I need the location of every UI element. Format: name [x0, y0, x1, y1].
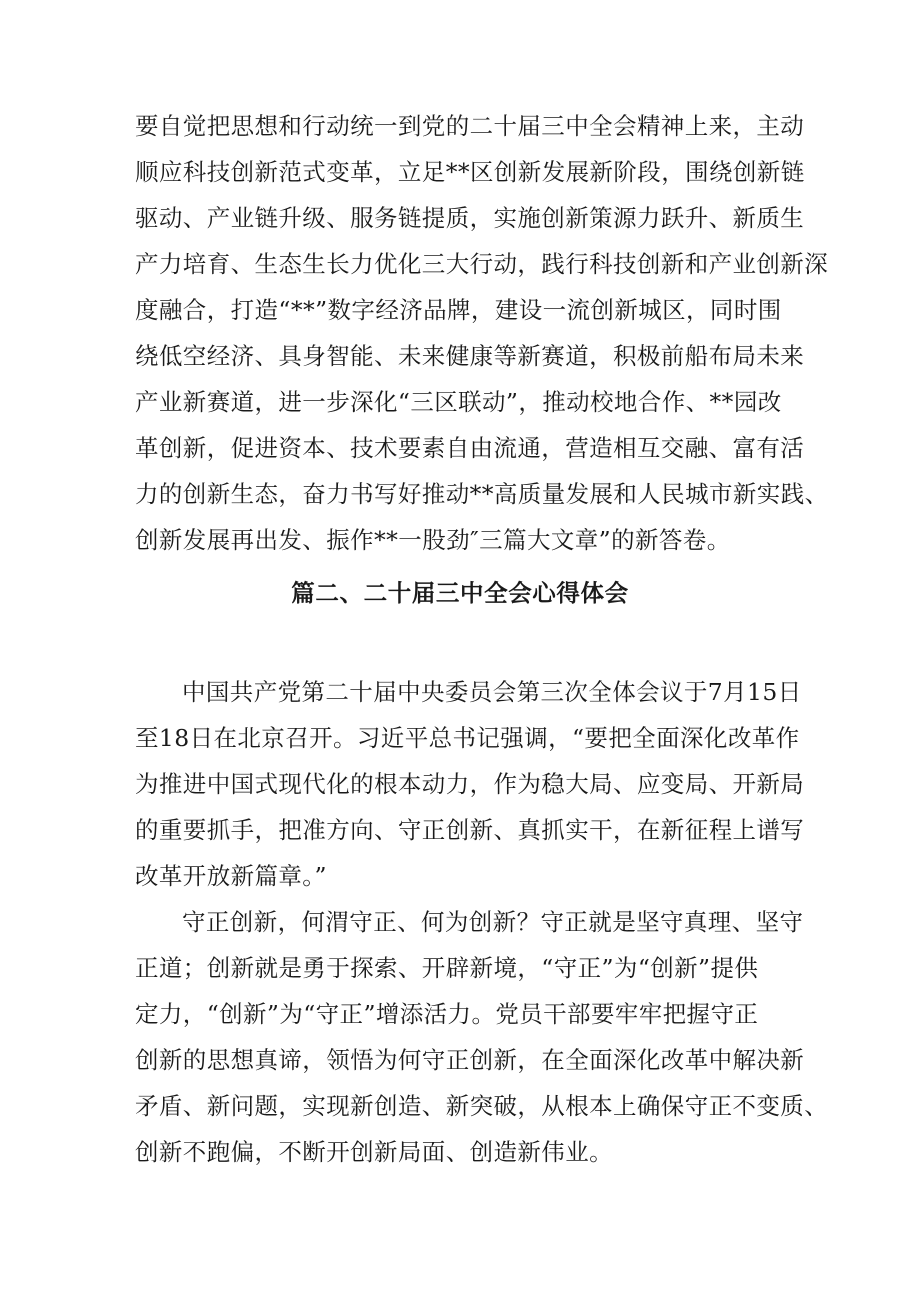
text-line: 中国共产党第二十届中央委员会第三次全体会议于7月15日	[182, 678, 802, 706]
text-line: 至18日在北京召开。习近平总书记强调，“要把全面深化改革作	[135, 724, 800, 752]
text-line: 正道；创新就是勇于探索、开辟新境，“守正”为“创新”提供	[135, 954, 759, 982]
text-line: 创新发展再出发、振作**一股劲″三篇大文章”的新答卷。	[135, 526, 731, 554]
text-line: 绕低空经济、具身智能、未来健康等新赛道，积极前船布局未来	[135, 342, 805, 370]
text-line: 的重要抓手，把准方向、守正创新、真抓实干，在新征程上谱写	[135, 816, 805, 844]
text-line: 度融合，打造“**”数字经济品牌，建设一流创新城区，同时围	[135, 296, 782, 324]
text-line: 产业新赛道，进一步深化“三区联动”，推动校地合作、**园改	[135, 388, 782, 416]
text-line: 定力，“创新”为“守正”增添活力。党员干部要牢牢把握守正	[135, 1000, 759, 1028]
paragraph-top	[135, 103, 829, 563]
text-line: 产力培育、生态生长力优化三大行动，践行科技创新和产业创新深	[135, 250, 829, 278]
text-line: 为推进中国式现代化的根本动力，作为稳大局、应变局、开新局	[135, 770, 805, 798]
section-heading: 篇二、二十届三中全会心得体会	[291, 579, 629, 607]
text-line: 驱动、产业链升级、服务链提质，实施创新策源力跃升、新质生	[135, 204, 805, 232]
text-line: 守正创新，何渭守正、何为创新？守正就是坚守真理、坚守	[182, 908, 804, 936]
text-line: 矛盾、新问题，实现新创造、新突破，从根本上确保守正不变质、	[135, 1092, 829, 1120]
text-line: 创新不跑偏，不断开创新局面、创造新伟业。	[135, 1138, 613, 1166]
text-line: 革创新，促进资本、技术要素自由流通，营造相互交融、富有活	[135, 434, 805, 462]
text-line: 力的创新生态，奋力书写好推动**高质量发展和人民城市新实践、	[135, 480, 829, 508]
paragraph-body	[135, 899, 829, 1175]
text-line: 要自觉把思想和行动统一到党的二十届三中全会精神上来，主动	[135, 112, 805, 140]
text-line: 顺应科技创新范式变革，立足**区创新发展新阶段，围绕创新链	[135, 158, 805, 186]
paragraph-intro	[135, 669, 805, 899]
text-line: 创新的思想真谛，领悟为何守正创新，在全面深化改革中解决新	[135, 1046, 805, 1074]
text-line: 改革开放新篇章。”	[135, 862, 327, 890]
